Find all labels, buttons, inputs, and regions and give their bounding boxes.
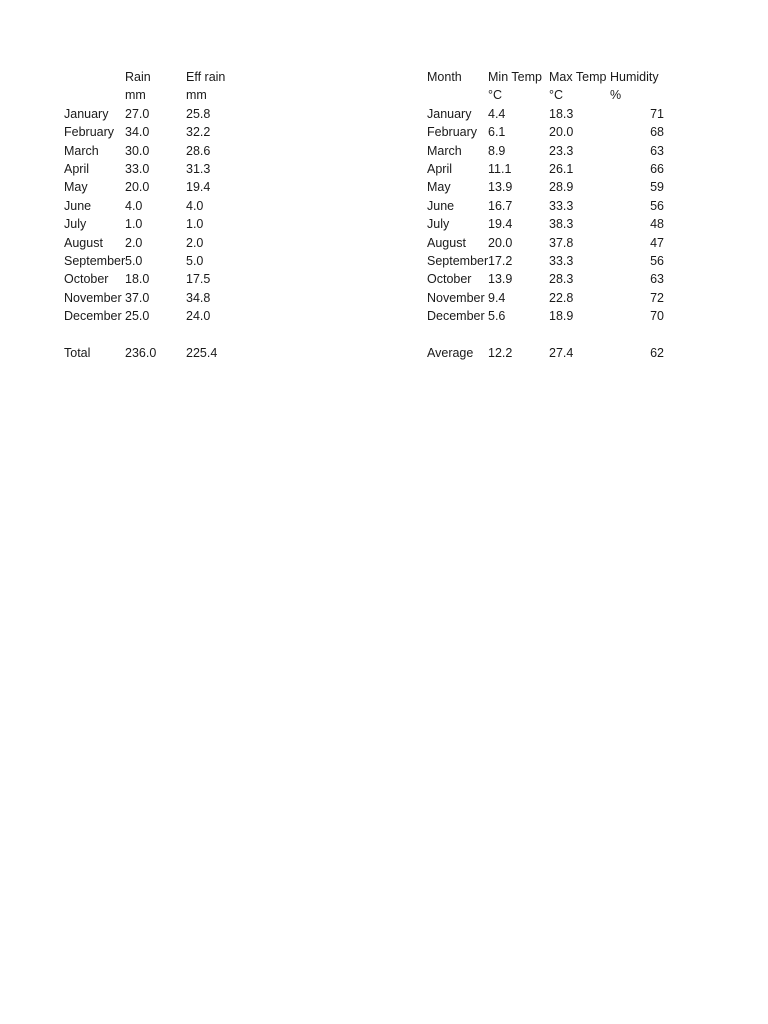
humidity-cell: 56 [650, 198, 664, 213]
rain-value-cell: 5.0 [125, 253, 143, 268]
climate-unit-cell: °C [549, 88, 564, 103]
climate-month-cell: December [427, 309, 485, 324]
min-temp-cell: 6.1 [488, 125, 506, 140]
rain-month-cell: February [64, 125, 115, 140]
climate-month-cell: July [427, 217, 450, 232]
eff-rain-value-cell: 2.0 [186, 235, 204, 250]
eff-rain-value-cell: 4.0 [186, 198, 204, 213]
climate-month-cell: June [427, 198, 455, 213]
eff-rain-value-cell: 5.0 [186, 253, 204, 268]
max-temp-cell: 18.3 [549, 106, 574, 121]
climate-month-cell: January [427, 106, 472, 121]
eff-rain-value-cell: 31.3 [186, 161, 211, 176]
eff-rain-value-cell: 28.6 [186, 143, 211, 158]
blank-cell [488, 325, 549, 343]
climate-month-cell: February [427, 125, 478, 140]
rain-unit-cell: mm [186, 88, 207, 103]
min-temp-cell: 9.4 [488, 290, 506, 305]
min-temp-cell: 11.1 [488, 161, 512, 176]
average-label: Average [427, 345, 474, 360]
blank-cell [549, 325, 610, 343]
rain-month-cell: October [64, 272, 109, 287]
climate-month-cell: May [427, 180, 451, 195]
rain-month-cell: January [64, 106, 109, 121]
max-temp-cell: 20.0 [549, 125, 574, 140]
humidity-cell: 63 [650, 272, 664, 287]
rain-value-cell: 1.0 [125, 217, 143, 232]
climate-month-cell: October [427, 272, 472, 287]
climate-header-cell: Humidity [610, 70, 659, 84]
min-temp-cell: 19.4 [488, 217, 513, 232]
climate-header-cell: Month [427, 70, 462, 84]
eff-rain-total-value: 225.4 [186, 345, 218, 360]
climate-month-cell: September [427, 253, 488, 268]
climate-month-cell: March [427, 143, 462, 158]
min-temp-cell: 17.2 [488, 253, 513, 268]
rain-value-cell: 20.0 [125, 180, 150, 195]
min-temp-cell: 20.0 [488, 235, 513, 250]
max-temp-average: 27.4 [549, 345, 574, 360]
humidity-cell: 63 [650, 143, 664, 158]
rain-month-cell: December [64, 309, 122, 324]
eff-rain-value-cell: 34.8 [186, 290, 211, 305]
climate-unit-cell: °C [488, 88, 503, 103]
climate-month-cell: August [427, 235, 466, 250]
humidity-cell: 70 [650, 309, 664, 324]
rain-month-cell: April [64, 161, 90, 176]
humidity-average: 62 [650, 345, 664, 360]
rain-month-cell: March [64, 143, 99, 158]
max-temp-cell: 22.8 [549, 290, 574, 305]
eff-rain-value-cell: 25.8 [186, 106, 211, 121]
climate-header-cell: Max Temp [549, 70, 607, 84]
rain-value-cell: 27.0 [125, 106, 150, 121]
min-temp-cell: 8.9 [488, 143, 506, 158]
blank-cell [186, 325, 247, 343]
rain-month-cell: May [64, 180, 88, 195]
total-label: Total [64, 345, 91, 360]
rain-header-cell: Rain [125, 70, 151, 84]
rain-value-cell: 2.0 [125, 235, 143, 250]
min-temp-cell: 5.6 [488, 309, 506, 324]
rain-total-value: 236.0 [125, 345, 157, 360]
max-temp-cell: 37.8 [549, 235, 574, 250]
climate-table [427, 68, 664, 362]
rainfall-table [64, 68, 247, 362]
climate-month-cell: April [427, 161, 453, 176]
min-temp-cell: 13.9 [488, 180, 513, 195]
humidity-cell: 48 [650, 217, 664, 232]
humidity-cell: 68 [650, 125, 664, 140]
max-temp-cell: 23.3 [549, 143, 574, 158]
eff-rain-value-cell: 17.5 [186, 272, 211, 287]
eff-rain-value-cell: 24.0 [186, 309, 211, 324]
rain-value-cell: 33.0 [125, 161, 150, 176]
rain-month-cell: July [64, 217, 87, 232]
min-temp-average: 12.2 [488, 345, 513, 360]
rain-unit-cell: mm [125, 88, 146, 103]
climate-header-cell: Min Temp [488, 70, 542, 84]
rain-header-cell: Eff rain [186, 70, 226, 84]
humidity-cell: 56 [650, 253, 664, 268]
rain-value-cell: 37.0 [125, 290, 150, 305]
rain-value-cell: 30.0 [125, 143, 150, 158]
climate-month-cell: November [427, 290, 485, 305]
blank-cell [64, 325, 125, 343]
max-temp-cell: 33.3 [549, 253, 574, 268]
rain-month-cell: August [64, 235, 103, 250]
humidity-cell: 66 [650, 161, 664, 176]
max-temp-cell: 26.1 [549, 161, 574, 176]
humidity-cell: 71 [650, 106, 664, 121]
humidity-cell: 47 [650, 235, 664, 250]
rain-month-cell: June [64, 198, 92, 213]
eff-rain-value-cell: 32.2 [186, 125, 211, 140]
blank-cell [610, 325, 664, 343]
rain-value-cell: 34.0 [125, 125, 150, 140]
blank-cell [427, 325, 488, 343]
max-temp-cell: 28.9 [549, 180, 574, 195]
rain-month-cell: September [64, 253, 125, 268]
blank-cell [125, 325, 186, 343]
min-temp-cell: 13.9 [488, 272, 513, 287]
eff-rain-value-cell: 19.4 [186, 180, 211, 195]
rain-value-cell: 18.0 [125, 272, 150, 287]
eff-rain-value-cell: 1.0 [186, 217, 204, 232]
min-temp-cell: 16.7 [488, 198, 513, 213]
rain-month-cell: November [64, 290, 122, 305]
max-temp-cell: 28.3 [549, 272, 574, 287]
rain-value-cell: 25.0 [125, 309, 150, 324]
rain-value-cell: 4.0 [125, 198, 143, 213]
max-temp-cell: 18.9 [549, 309, 574, 324]
humidity-cell: 72 [650, 290, 664, 305]
humidity-cell: 59 [650, 180, 664, 195]
climate-unit-cell: % [610, 88, 622, 103]
max-temp-cell: 33.3 [549, 198, 574, 213]
max-temp-cell: 38.3 [549, 217, 574, 232]
min-temp-cell: 4.4 [488, 106, 506, 121]
